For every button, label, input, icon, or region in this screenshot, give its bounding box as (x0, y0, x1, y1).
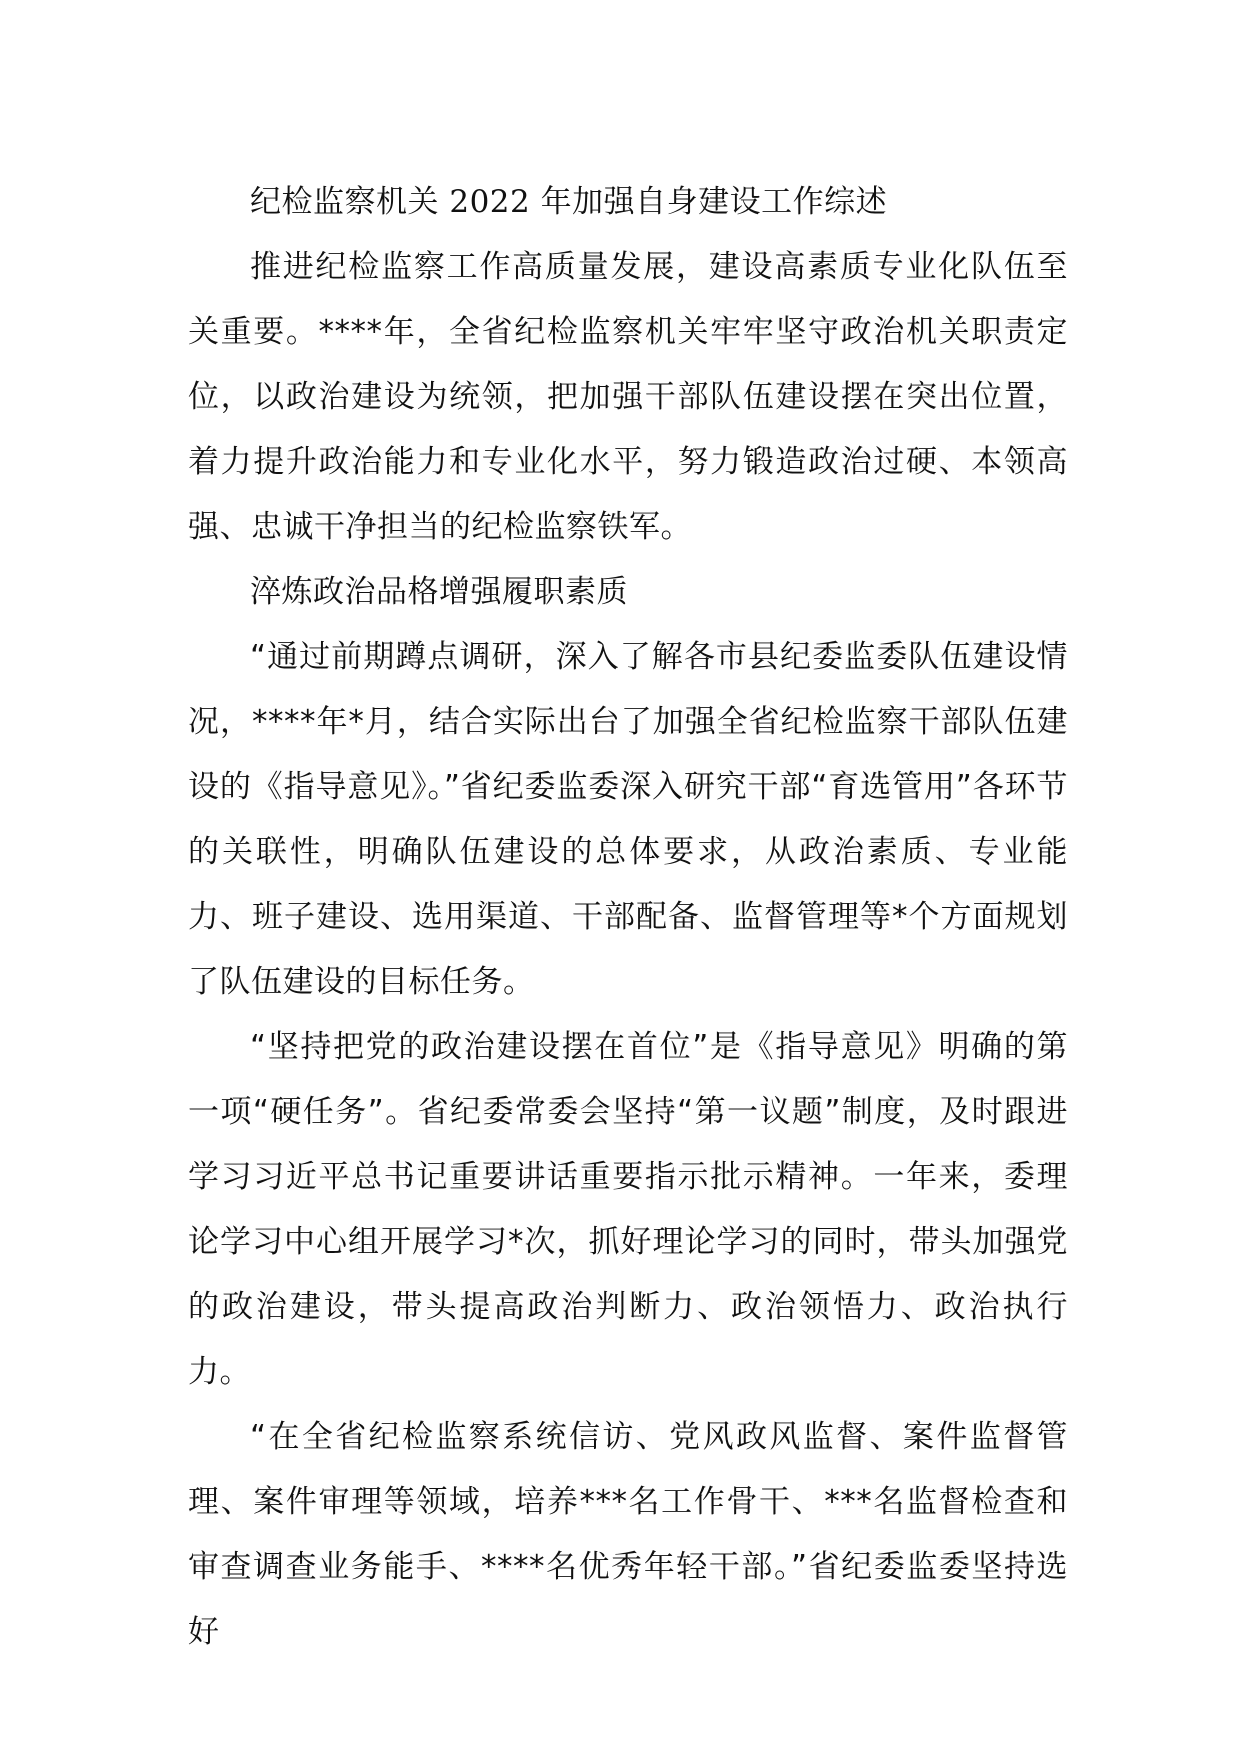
document-body (188, 170, 1068, 1665)
paragraph-political-construction: “坚持把党的政治建设摆在首位”是《指导意见》明确的第一项“硬任务”。省纪委常委会坚持“第一议题”制度，及时跟进学习习近平总书记重要讲话重要指示批示精神。一年来，委理论学习中心组开展学习*次，抓好理论学习的同时，带头加强党的政治建设，带头提高政治判断力、政治领悟力、政治执行力。 (188, 1029, 1068, 1390)
paragraph-guidance-opinion: “通过前期蹲点调研，深入了解各市县纪委监委队伍建设情况，****年*月，结合实际出台了加强全省纪检监察干部队伍建设的《指导意见》。”省纪委监委深入研究干部“育选管用”各环节的关联性，明确队伍建设的总体要求，从政治素质、专业能力、班子建设、选用渠道、干部配备、监督管理等*个方面规划了队伍建设的目标任务。 (188, 639, 1068, 1000)
paragraph-talent-cultivation: “在全省纪检监察系统信访、党风政风监督、案件监督管理、案件审理等领域，培养***名工作骨干、***名监督检查和审查调查业务能手、****名优秀年轻干部。”省纪委监委坚持选好 (188, 1419, 1068, 1650)
section-heading: 淬炼政治品格增强履职素质 (250, 574, 628, 610)
document-title: 纪检监察机关 2022 年加强自身建设工作综述 (250, 184, 888, 220)
paragraph-intro: 推进纪检监察工作高质量发展，建设高素质专业化队伍至关重要。****年，全省纪检监察机关牢牢坚守政治机关职责定位，以政治建设为统领，把加强干部队伍建设摆在突出位置，着力提升政治能力和专业化水平，努力锻造政治过硬、本领高强、忠诚干净担当的纪检监察铁军。 (188, 249, 1068, 545)
